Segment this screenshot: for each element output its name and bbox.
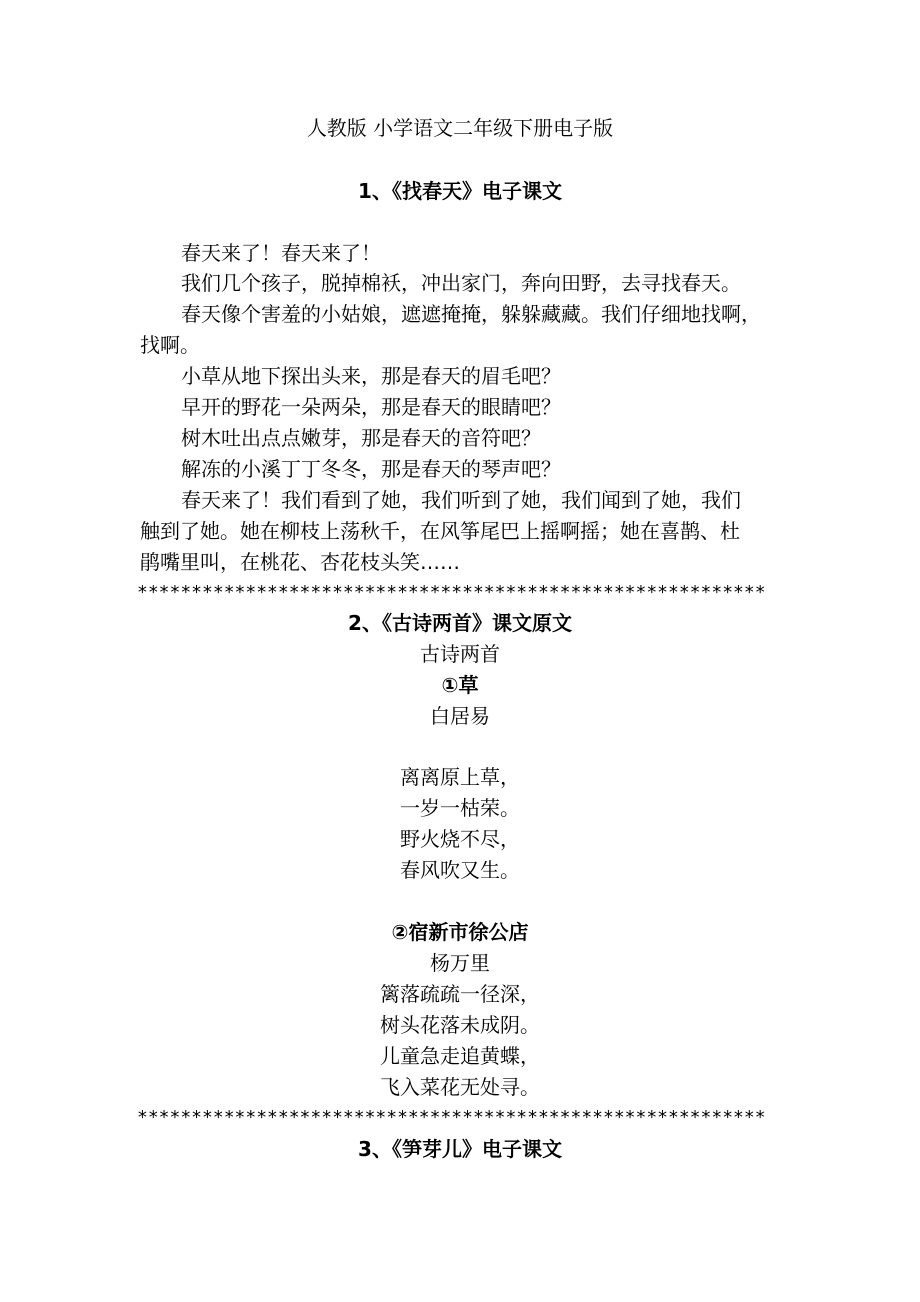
lesson1-paragraph-continuation: 找啊。 — [140, 333, 200, 357]
lesson1-heading: 1、《找春天》电子课文 — [358, 179, 562, 203]
separator-line: ********************************************************** — [137, 1107, 766, 1128]
poem2-author: 杨万里 — [430, 951, 490, 975]
poem1-line: 春风吹又生。 — [400, 858, 520, 882]
poem2-line: 飞入菜花无处寻。 — [380, 1075, 540, 1099]
poem1-author: 白居易 — [430, 704, 490, 728]
lesson1-paragraph: 春天来了！我们看到了她，我们听到了她，我们闻到了她，我们 — [181, 488, 741, 512]
poem1-title: ①草 — [441, 673, 479, 697]
lesson1-paragraph-continuation: 鹃嘴里叫，在桃花、杏花枝头笑…… — [140, 550, 460, 574]
lesson1-paragraph: 春天来了！春天来了！ — [181, 241, 381, 265]
poem1-line: 一岁一枯荣。 — [400, 796, 520, 820]
lesson1-paragraph: 我们几个孩子，脱掉棉袄，冲出家门，奔向田野，去寻找春天。 — [181, 271, 741, 295]
poem2-line: 篱落疏疏一径深， — [380, 982, 540, 1006]
poem2-line: 树头花落未成阴。 — [380, 1013, 540, 1037]
poem2-title: ②宿新市徐公店 — [391, 920, 529, 944]
lesson3-heading: 3、《笋芽儿》电子课文 — [358, 1137, 562, 1161]
lesson1-paragraph: 树木吐出点点嫩芽，那是春天的音符吧？ — [181, 426, 541, 450]
lesson2-subtitle: 古诗两首 — [420, 642, 500, 666]
document-title: 人教版 小学语文二年级下册电子版 — [306, 116, 614, 140]
poem2-line: 儿童急走追黄蝶， — [380, 1044, 540, 1068]
lesson1-paragraph: 小草从地下探出头来，那是春天的眉毛吧？ — [181, 364, 561, 388]
lesson1-paragraph: 解冻的小溪丁丁冬冬，那是春天的琴声吧？ — [181, 457, 561, 481]
lesson2-heading: 2、《古诗两首》课文原文 — [348, 611, 572, 635]
lesson1-paragraph: 春天像个害羞的小姑娘，遮遮掩掩，躲躲藏藏。我们仔细地找啊， — [181, 302, 761, 326]
lesson1-paragraph: 早开的野花一朵两朵，那是春天的眼睛吧？ — [181, 395, 561, 419]
lesson1-paragraph-continuation: 触到了她。她在柳枝上荡秋千，在风筝尾巴上摇啊摇；她在喜鹊、杜 — [140, 519, 740, 543]
poem1-line: 离离原上草， — [400, 765, 520, 789]
poem1-line: 野火烧不尽， — [400, 827, 520, 851]
separator-line: ********************************************************** — [137, 582, 766, 603]
